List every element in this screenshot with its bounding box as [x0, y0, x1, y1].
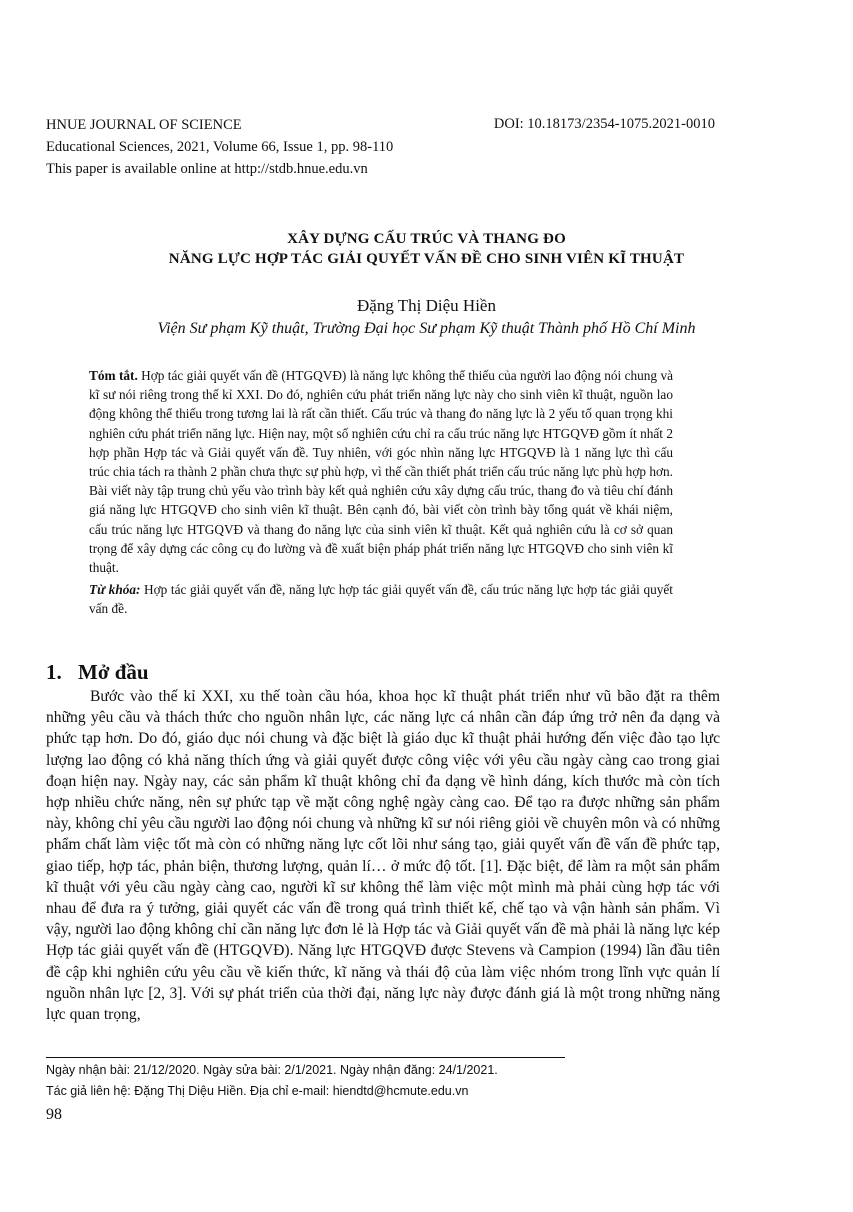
availability-note: This paper is available online at http://stdb.hnue.edu.vn [46, 161, 368, 177]
keywords-text: Hợp tác giải quyết vấn đề, năng lực hợp tác giải quyết vấn đề, cấu trúc năng lực hợp tác giải quyết vấn đề. [89, 582, 673, 617]
footnote-divider [46, 1057, 565, 1058]
page-number: 98 [46, 1106, 62, 1123]
body-paragraph: Bước vào thế kỉ XXI, xu thế toàn cầu hóa, khoa học kĩ thuật phát triển như vũ bão đặt ra thêm những yêu cầu và thách thức cho nguồn nhân lực, các năng lực cá nhân cần đáp ứng trở nên đa dạng và phức tạp hơn. Do đó, giáo dục nói chung và đặc biệt là giáo dục kĩ thuật phải hướng đến việc đào tạo lực lượng lao động có khả năng thích ứng và giải quyết được công việc với yêu cầu ngày càng cao trong giai đoạn hiện nay. Ngày nay, các sản phẩm kĩ thuật không chỉ đa dạng về hình dáng, kích thước mà còn tích hợp nhiều chức năng, nên sự phức tạp về mặt công nghệ ngày càng cao. Để tạo ra được những sản phẩm này, không chỉ yêu cầu người lao động nói chung và những kĩ sư nói riêng giỏi về chuyên môn và có những phẩm chất làm việc tốt mà còn có những năng lực cốt lõi như sáng tạo, giải quyết vấn đề vấn đề phức tạp, giao tiếp, hợp tác, phản biện, thương lượng, quản lí… ở mức độ tốt. [1]. Đặc biệt, để làm ra một sản phẩm kĩ thuật với yêu cầu ngày càng cao, người kĩ sư không thể làm việc một mình mà phải cùng hợp tác với nhau để đưa ra ý tưởng, giải quyết các vấn đề trong quá trình thiết kế, chế tạo và vận hành sản phẩm. Vì vậy, người lao động không chỉ cần năng lực đơn lẻ là Hợp tác và Giải quyết vấn đề mà phải là năng lực kép Hợp tác giải quyết vấn đề (HTGQVĐ). Năng lực HTGQVĐ được Stevens và Campion (1994) lần đầu tiên đề cập khi nghiên cứu yêu cầu về kiến thức, kĩ năng và thái độ của làm việc nhóm trong lĩnh vực quản lí nguồn nhân lực [2, 3]. Với sự phát triển của thời đại, năng lực này được đánh giá là một trong những năng lực quan trọng, [46, 688, 720, 1024]
volume-info: Educational Sciences, 2021, Volume 66, Issue 1, pp. 98-110 [46, 139, 394, 155]
author-affiliation: Viện Sư phạm Kỹ thuật, Trường Đại học Sư phạm Kỹ thuật Thành phố Hồ Chí Minh [157, 320, 696, 337]
footnote-contact: Tác giả liên hệ: Đặng Thị Diệu Hiền. Địa chỉ e-mail: hiendtd@hcmute.edu.vn [46, 1084, 469, 1098]
abstract-label: Tóm tắt. [89, 368, 138, 383]
journal-name: HNUE JOURNAL OF SCIENCE [46, 117, 242, 133]
section-number: 1. [46, 660, 62, 684]
footnote-dates: Ngày nhận bài: 21/12/2020. Ngày sửa bài: 2/1/2021. Ngày nhận đăng: 24/1/2021. [46, 1063, 498, 1077]
author-name: Đặng Thị Diệu Hiền [357, 296, 496, 315]
keywords-label: Từ khóa: [89, 582, 141, 598]
body-text [46, 686, 720, 1025]
keywords-paragraph [89, 580, 673, 618]
abstract-text: Hợp tác giải quyết vấn đề (HTGQVĐ) là năng lực không thể thiếu của người lao động nói chung và kĩ sư nói riêng trong thế kỉ XXI. Do đó, nghiên cứu phát triển năng lực này cho sinh viên kĩ thuật, nguồn lao động không thể thiếu trong tương lai là rất cần thiết. Cấu trúc và thang đo năng lực là 2 yếu tố quan trọng khi nghiên cứu phát triển năng lực. Hiện nay, một số nghiên cứu chỉ ra cấu trúc năng lực HTGQVĐ gồm ít nhất 2 hợp phần Hợp tác và Giải quyết vấn đề. Tuy nhiên, với góc nhìn năng lực HTGQVĐ là 1 năng lực thì cấu trúc chia tách ra thành 2 phần chưa thực sự phù hợp, vì thế cần thiết phát triển cấu trúc năng lực phù hợp hơn. Bài viết này tập trung chủ yếu vào trình bày kết quả nghiên cứu xây dựng cấu trúc, thang đo và tiêu chí đánh giá năng lực HTGQVĐ cho sinh viên kĩ thuật. Bên cạnh đó, bài viết còn trình bày tổng quát về khái niệm, cấu trúc năng lực HTGQVĐ và thang đo năng lực của sinh viên kĩ thuật. Kết quả nghiên cứu là cơ sở quan trọng để xây dựng các công cụ đo lường và đề xuất biện pháp phát triển năng lực HTGQVĐ cho sinh viên kĩ thuật. [89, 368, 673, 576]
title-line-1: XÂY DỰNG CẤU TRÚC VÀ THANG ĐO [287, 231, 566, 247]
abstract-paragraph [89, 366, 673, 577]
title-line-2: NĂNG LỰC HỢP TÁC GIẢI QUYẾT VẤN ĐỀ CHO SINH VIÊN KĨ THUẬT [168, 251, 685, 267]
doi: DOI: 10.18173/2354-1075.2021-0010 [493, 116, 715, 132]
section-title: Mở đầu [78, 660, 149, 684]
abstract [89, 366, 673, 619]
section-heading [46, 660, 149, 685]
